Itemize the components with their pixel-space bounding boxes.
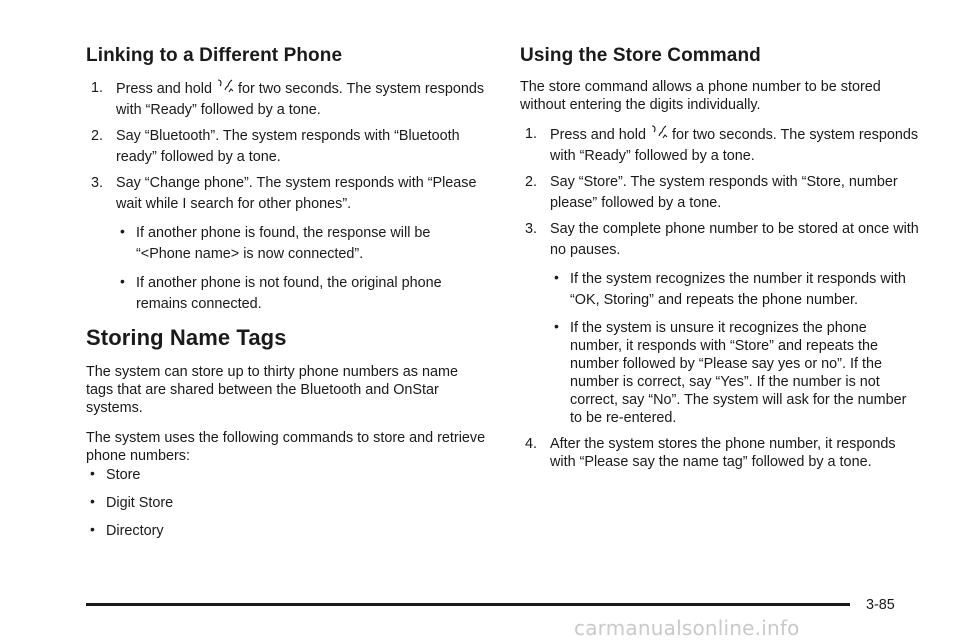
list-item: • If the system recognizes the number it responds with “OK, Storing” and repeats the phone number. <box>554 269 906 308</box>
linking-step-2: 2. Say “Bluetooth”. The system responds with “Bluetooth ready” followed by a tone. <box>91 128 460 165</box>
bullet-icon: • <box>554 318 559 334</box>
store-command-steps <box>520 124 920 471</box>
bullet-icon: • <box>120 273 125 289</box>
list-item: • If the system is unsure it recognizes the phone number, it responds with “Store” and repeats the number followed by “Please say yes or no”. If the number is correct, say “Yes”. If the number is not correct, say “No”. The system will ask for the number to be re-entered. <box>554 318 907 426</box>
section-heading-store-command: Using the Store Command <box>520 45 761 66</box>
section-heading-linking: Linking to a Different Phone <box>86 45 343 66</box>
bullet-icon: • <box>554 269 559 285</box>
watermark: carmanualsonline.info <box>574 616 800 640</box>
storing-paragraph-2: The system uses the following commands to store and retrieve phone numbers: <box>86 430 486 464</box>
list-item: • Directory <box>90 521 164 539</box>
phone-voice-button-icon <box>650 124 670 140</box>
list-item: • If another phone is found, the response will be “<Phone name> is now connected”. <box>120 223 431 262</box>
store-step-4: 4. After the system stores the phone number, it responds with “Please say the name tag” followed by a tone. <box>525 436 896 470</box>
linking-step-3-bullets <box>116 223 486 315</box>
bullet-icon: • <box>90 521 95 537</box>
linking-steps <box>86 78 486 315</box>
right-column <box>520 42 920 476</box>
storing-paragraph-1: The system can store up to thirty phone numbers as name tags that are shared between the Bluetooth and OnStar systems. <box>86 364 458 416</box>
page-number: 3-85 <box>866 597 895 613</box>
bullet-icon: • <box>120 223 125 239</box>
linking-step-3: 3. Say “Change phone”. The system responds with “Please wait while I search for other phones”. • If another phone is found, the response will be “<Phone name> is now connected”. • If another phone is not found, the original phone remains connected. <box>86 173 486 315</box>
footer-rule <box>86 603 850 606</box>
store-command-intro: The store command allows a phone number to be stored without entering the digits individually. <box>520 79 881 113</box>
list-item: • If another phone is not found, the original phone remains connected. <box>120 273 442 312</box>
bullet-icon: • <box>90 465 95 481</box>
store-step-3-bullets <box>550 269 920 427</box>
list-item: • Digit Store <box>90 493 174 511</box>
list-item: • Store <box>90 465 141 483</box>
linking-step-1: 1. Press and hold for two seconds. The system responds with “Ready” followed by a tone. <box>91 80 485 118</box>
store-step-3: 3. Say the complete phone number to be stored at once with no pauses. • If the system recognizes the number it responds with “OK, Storing” and repeats the phone number. • If the system is unsure it recognizes the phone number, it responds with “Store” and repeats the number followed by “Please say yes or no”. If the number is correct, say “Yes”. If the number is not correct, say “No”. The system will ask for the number to be re-entered. <box>525 221 919 426</box>
section-heading-storing: Storing Name Tags <box>86 325 287 350</box>
phone-voice-button-icon <box>216 78 236 94</box>
store-step-2: 2. Say “Store”. The system responds with “Store, number please” followed by a tone. <box>525 174 898 211</box>
storing-commands-list <box>86 465 486 542</box>
left-column <box>86 42 486 549</box>
bullet-icon: • <box>90 493 95 509</box>
store-step-1: 1. Press and hold for two seconds. The system responds with “Ready” followed by a tone. <box>525 126 919 164</box>
